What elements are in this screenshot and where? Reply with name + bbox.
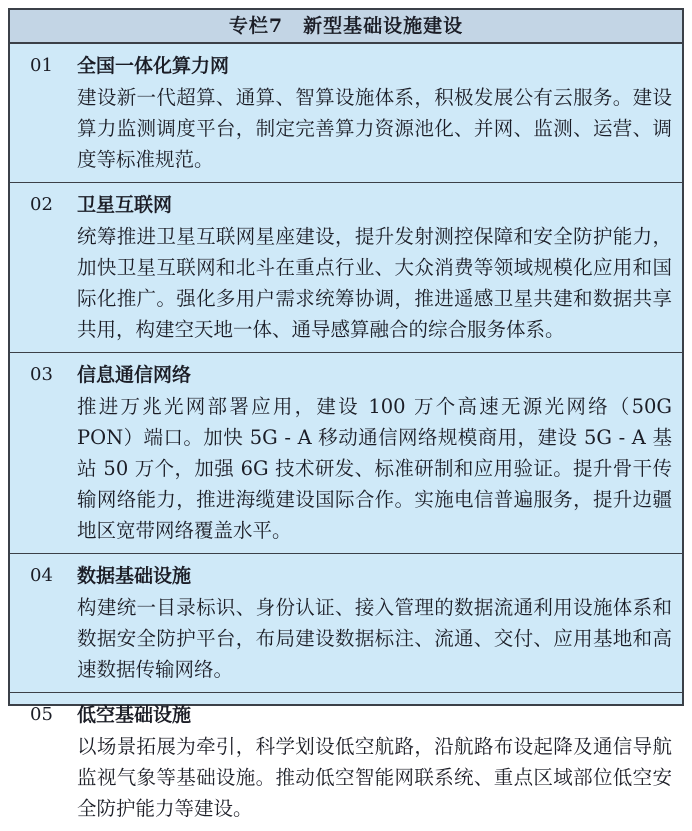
section-body: 以场景拓展为牵引，科学划设低空航路，沿航路布设起降及通信导航监视气象等基础设施。推动低空智能网联系统、重点区域部位低空安全防护能力等建设。 (77, 735, 672, 820)
section-number: 01 (30, 55, 53, 76)
section-content (77, 699, 672, 824)
infrastructure-box (8, 8, 684, 820)
section-info-communication-network (10, 352, 682, 553)
section-low-altitude-infrastructure (10, 692, 682, 831)
section-heading: 数据基础设施 (77, 565, 192, 587)
section-number: 05 (30, 704, 53, 725)
section-body: 统筹推进卫星互联网星座建设，提升发射测控保障和安全防护能力，加快卫星互联网和北斗在重点行业、大众消费等领域规模化应用和国际化推广。强化多用户需求统筹协调，推进遥感卫星共建和数据共享共用，构建空天地一体、通导感算融合的综合服务体系。 (77, 225, 672, 341)
section-number: 02 (30, 194, 53, 215)
section-heading: 低空基础设施 (77, 704, 192, 726)
section-content (77, 189, 672, 345)
section-body: 推进万兆光网部署应用，建设 100 万个高速无源光网络（50G PON）端口。加快 5G - A 移动通信网络规模商用，建设 5G - A 基站 50 万个，加强 6G 技术研发、标准研制和应用验证。提升骨干传输网络能力，推进海缆建设国际合作。实施电信普遍服务，提升边疆地区宽带网络覆盖水平。 (77, 395, 672, 542)
section-data-infrastructure (10, 553, 682, 692)
section-computing-network (10, 44, 682, 182)
section-body: 建设新一代超算、通算、智算设施体系，积极发展公有云服务。建设算力监测调度平台，制定完善算力资源池化、并网、监测、运营、调度等标准规范。 (77, 86, 672, 171)
box-header (10, 10, 682, 44)
section-content (77, 560, 672, 685)
section-satellite-internet (10, 182, 682, 352)
section-content (77, 50, 672, 175)
section-content (77, 359, 672, 546)
section-heading: 卫星互联网 (77, 194, 173, 216)
section-heading: 信息通信网络 (77, 364, 192, 386)
section-body: 构建统一目录标识、身份认证、接入管理的数据流通利用设施体系和数据安全防护平台，布局建设数据标注、流通、交付、应用基地和高速数据传输网络。 (77, 596, 672, 681)
section-number: 03 (30, 364, 53, 385)
box-title: 专栏7 新型基础设施建设 (228, 14, 464, 37)
section-heading: 全国一体化算力网 (77, 55, 230, 77)
section-number: 04 (30, 565, 53, 586)
